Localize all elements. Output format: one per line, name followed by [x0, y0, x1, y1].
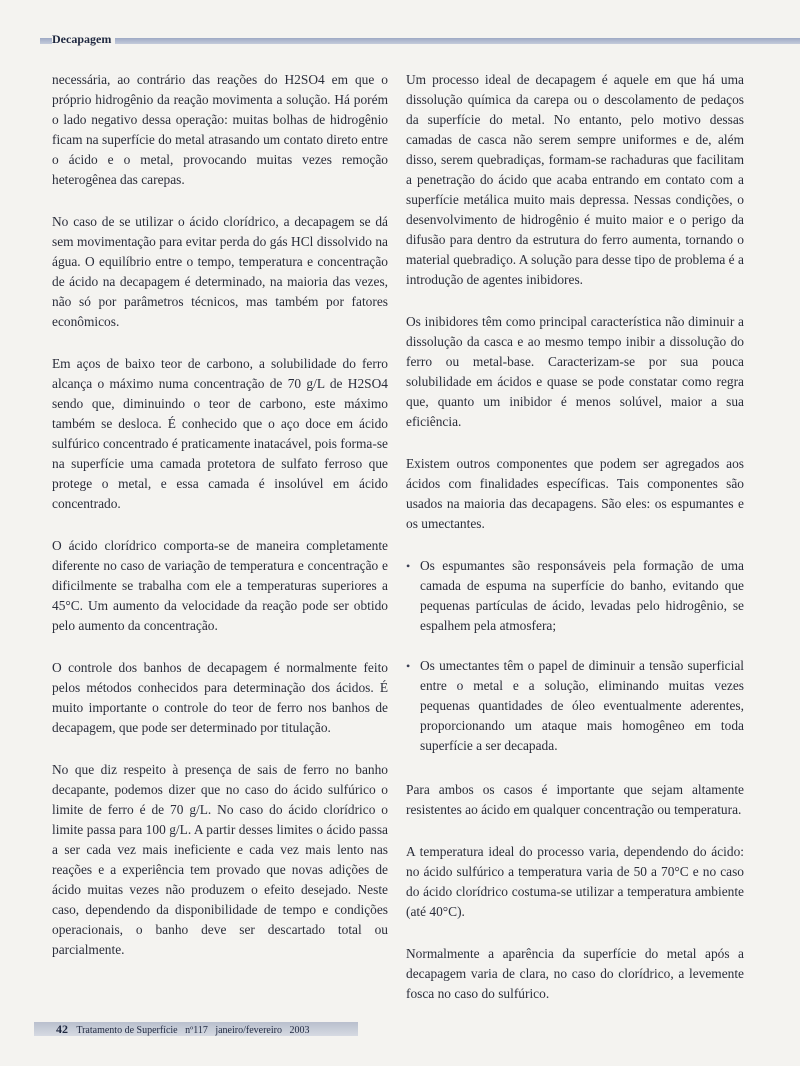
header-rule	[40, 38, 800, 44]
issue-year: 2003	[289, 1025, 310, 1036]
paragraph: O controle dos banhos de decapagem é normalmente feito pelos métodos conhecidos para determinação dos ácidos. É muito importante o controle do teor de ferro nos banhos de decapagem, que pode ser determinado por titulação.	[52, 660, 388, 735]
bullet-icon: •	[406, 559, 411, 573]
list-item-text: Os umectantes têm o papel de diminuir a tensão superficial entre o metal e a solução, eliminando muitas vezes pequenas quantidades de óleo eventualmente aderentes, proporcionando um ataque mais homogêneo em toda superfície a ser decapada.	[420, 658, 744, 753]
list-item	[406, 656, 744, 756]
section-title: Decapagem	[52, 32, 115, 47]
paragraph: Para ambos os casos é importante que sejam altamente resistentes ao ácido em qualquer concentração ou temperatura.	[406, 782, 744, 817]
bullet-list	[406, 556, 744, 756]
issue-number: nº117	[185, 1025, 208, 1036]
paragraph: Os inibidores têm como principal característica não diminuir a dissolução da casca e ao mesmo tempo inibir a dissolução do ferro ou metal-base. Caracterizam-se por sua pouca solubilidade em ácidos e quase se pode constatar como regra que, quanto um inibidor é menos solúvel, maior a sua eficiência.	[406, 314, 744, 429]
paragraph: necessária, ao contrário das reações do H2SO4 em que o próprio hidrogênio da reação movimenta a solução. Há porém o lado negativo dessa operação: muitas bolhas de hidrogênio ficam na superfície do metal atrasando um contato direto entre o ácido e o metal, provocando muitas vezes remoção heterogênea das carepas.	[52, 72, 388, 187]
page-number: 42	[56, 1022, 68, 1036]
list-item	[406, 556, 744, 636]
bullet-icon: •	[406, 659, 411, 673]
issue-date: janeiro/fevereiro	[215, 1025, 282, 1036]
list-item-text: Os espumantes são responsáveis pela formação de uma camada de espuma na superfície do banho, evitando que pequenas partículas de ácido, levadas pelo hidrogênio, se espalhem pela atmosfera;	[420, 558, 744, 633]
page-footer	[34, 1022, 358, 1036]
magazine-title: Tratamento de Superfície	[76, 1025, 178, 1036]
paragraph: No que diz respeito à presença de sais de ferro no banho decapante, podemos dizer que no caso do ácido sulfúrico o limite de ferro é de 70 g/L. No caso do ácido clorídrico o limite passa para 100 g/L. A partir desses limites o ácido passa a ser cada vez mais ineficiente e cada vez mais lento nas reações e a experiência tem provado que novas adições de ácido muitas vezes não produzem o efeito desejado. Neste caso, dependendo da disponibilidade de tempo e condições operacionais, o banho deve ser descartado total ou parcialmente.	[52, 762, 388, 957]
paragraph: O ácido clorídrico comporta-se de maneira completamente diferente no caso de variação de temperatura e concentração e dificilmente se trabalha com ele a temperaturas superiores a 45°C. Um aumento da velocidade da reação pode ser obtido pelo aumento da concentração.	[52, 538, 388, 633]
paragraph: Normalmente a aparência da superfície do metal após a decapagem varia de clara, no caso do clorídrico, a levemente fosca no caso do sulfúrico.	[406, 946, 744, 1001]
left-column	[52, 70, 388, 982]
paragraph: No caso de se utilizar o ácido clorídrico, a decapagem se dá sem movimentação para evitar perda do gás HCl dissolvido na água. O equilíbrio entre o tempo, temperatura e concentração de ácido na decapagem é determinado, na maioria das vezes, não só por parâmetros técnicos, mas também por fatores econômicos.	[52, 214, 388, 329]
right-column	[406, 70, 744, 1026]
paragraph: A temperatura ideal do processo varia, dependendo do ácido: no ácido sulfúrico a temperatura varia de 50 a 70°C e no caso do ácido clorídrico costuma-se utilizar a temperatura ambiente (até 40°C).	[406, 844, 744, 919]
paragraph: Um processo ideal de decapagem é aquele em que há uma dissolução química da carepa ou o descolamento de pedaços da superfície do metal. No entanto, pelo motivo dessas camadas de casca não serem sempre uniformes e de, além disso, serem quebradiças, formam-se rachaduras que facilitam a penetração do ácido que acaba entrando em contato com a superfície metálica muito mais depressa. Nessas condições, o desenvolvimento de hidrogênio é muito maior e o perigo da difusão para dentro da estrutura do ferro aumenta, tornando o material quebradiço. A solução para desse tipo de problema é a introdução de agentes inibidores.	[406, 72, 744, 287]
paragraph: Existem outros componentes que podem ser agregados aos ácidos com finalidades específicas. Tais componentes são usados na maioria das decapagens. São eles: os espumantes e os umectantes.	[406, 456, 744, 531]
paragraph: Em aços de baixo teor de carbono, a solubilidade do ferro alcança o máximo numa concentração de 70 g/L de H2SO4 sendo que, diminuindo o teor de carbono, este máximo também se desloca. É conhecido que o aço doce em ácido sulfúrico concentrado é praticamente inatacável, pois forma-se na superfície uma camada protetora de sulfato ferroso que protege o metal, e essa camada é insolúvel em ácido concentrado.	[52, 356, 388, 511]
